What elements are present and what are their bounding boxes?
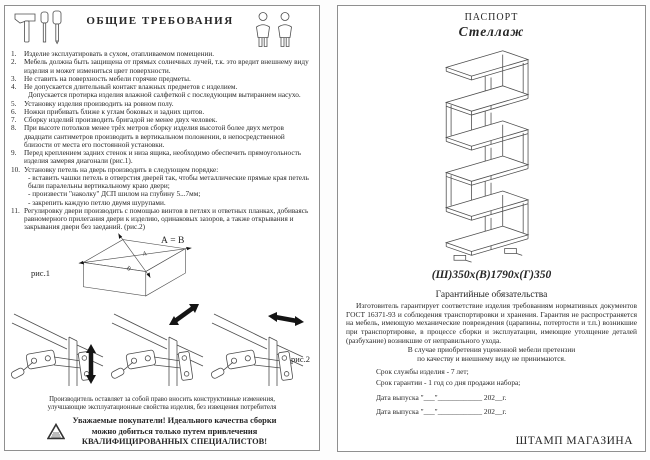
left-page: [4, 5, 320, 451]
list-subitem: - вставить чашки петель в отверстия дверей так, чтобы металлические прямые края петель были паралельны вертикальному краю двери;: [28, 173, 309, 190]
right-page: [337, 5, 646, 452]
diagonal-a-label: А: [142, 250, 148, 258]
list-item: [11, 58, 313, 75]
item-text: Мебель должна быть защищена от прямых солнечных лучей, т.к. это вредит внешнему виду изделия и может измениться цвет поверхности.: [24, 58, 309, 75]
shelf-tower-drawing: [417, 42, 567, 268]
item-number: 6.: [11, 107, 17, 116]
list-item: [11, 116, 313, 124]
list-subitem: - закрепить каждую петлю двумя шурупами.: [28, 198, 166, 207]
list-item: [11, 50, 313, 58]
item-number: 7.: [11, 116, 17, 124]
figure-2-hinge-diagrams: [11, 302, 313, 394]
left-page-header: [11, 9, 313, 48]
warning-triangle-icon: [47, 423, 65, 441]
diagonals-equal-caption: А = В: [161, 235, 185, 246]
assembly-warning: [11, 416, 313, 448]
item-number: 5.: [11, 99, 17, 108]
hammer-screwdrivers-icon: [13, 9, 67, 45]
item-number: 8.: [11, 124, 17, 133]
item-text: Изделие эксплуатировать в сухом, отапливаемом помещении.: [24, 50, 215, 58]
warning-line1: Уважаемые покупатели! Идеального качества сборки: [72, 416, 277, 426]
item-number: 11.: [11, 206, 20, 215]
general-requirements-title: ОБЩИЕ ТРЕБОВАНИЯ: [86, 15, 234, 27]
requirements-list: [11, 50, 313, 232]
item-text: Не допускается длительный контакт влажных предметов с изделием.: [24, 83, 238, 91]
manufacturer-note-line2: улучшающие эксплуатационные свойства изделия, без извещения потребителя: [47, 404, 277, 412]
discount-note: [346, 346, 637, 364]
manufacturer-note-line1: Производитель оставляет за собой право вносить конструктивные изменения,: [49, 395, 275, 403]
shop-stamp-label: ШТАМП МАГАЗИНА: [515, 435, 633, 447]
discount-note-line2: по качеству и внешнему виду не принимаются.: [417, 354, 566, 364]
item-text: Не ставить на поверхность мебели горячие предметы.: [24, 74, 191, 83]
box-diagonals-drawing: [53, 232, 218, 302]
list-item: [11, 75, 313, 83]
list-item: [11, 166, 313, 174]
item-text: Ножки прибивать ближе к углам боковых и задних щитов.: [24, 107, 205, 116]
warning-text: [72, 416, 276, 448]
passport-title: ПАСПОРТ: [464, 12, 519, 23]
list-subitem: Допускается протирка изделия влажной салфеткой с последующим вытиранием насухо.: [28, 91, 301, 100]
discount-note-line1: В случае приобретения уцененной мебели претензии: [407, 345, 576, 355]
warranty-text: Изготовитель гарантирует соответствие изделия требованиям нормативных документов ГОСТ 16371-93 и соблюдения транспортировки и хранения. Гарантия не распространяется на мебель, имеющую механические повреждения (царапины, потертости и т.п.) возникшие при транспортировке, в процессе сборки и эксплуатации, имеющие утолщение деталей (разбухание) возникшие от неправильного ухода.: [346, 301, 637, 345]
shelf-drawing-wrap: [346, 42, 637, 268]
warning-line2: можно добиться только путем привлечения: [91, 426, 258, 436]
item-number: 2.: [11, 58, 17, 67]
service-terms: [376, 366, 637, 388]
figure-1-label: рис.1: [31, 267, 50, 278]
warning-line3: КВАЛИФИЦИРОВАННЫХ СПЕЦИАЛИСТОВ!: [81, 437, 268, 447]
item-text: Установку изделия производить на ровном полу.: [24, 99, 174, 108]
item-text: Перед креплением задних стенок и низа ящика, необходимо обеспечить прямоугольность изделия замеряя диагонали (рис.1).: [24, 149, 302, 166]
list-item: [11, 83, 313, 91]
item-text: Сборку изделий производить бригадой не менее двух человек.: [24, 116, 218, 124]
item-number: 1.: [11, 50, 17, 58]
figure-1-diagonals-diagram: [11, 232, 313, 302]
item-number: 9.: [11, 149, 17, 157]
list-item: [11, 108, 313, 116]
diagonal-b-label: В: [124, 265, 132, 273]
hinge-adjustment-drawing: [11, 302, 311, 392]
list-item: [11, 100, 313, 108]
product-dimensions: (Ш)350х(В)1790х(Г)350: [431, 269, 552, 281]
figure-2-label: рис.2: [291, 353, 310, 364]
list-item: [11, 149, 313, 166]
item-number: 3.: [11, 74, 17, 83]
item-number: 4.: [11, 83, 17, 91]
item-text: При высоте потолков менее трёх метров сборку изделия высотой более двух метров двадцати сантиметров производить в вертикальном положении, в непосредственной близости от места его постоянной установки.: [24, 124, 285, 149]
warranty-title: Гарантийные обязательства: [435, 290, 548, 300]
list-item: [11, 207, 313, 232]
two-persons-icon: [253, 11, 297, 48]
list-item: [11, 124, 313, 149]
issue-date-line: Дата выпуска "___"____________ 202__г.: [376, 407, 507, 417]
list-subitem: - произвести "наколку" ДСП шилом на глубину 5...7мм;: [28, 190, 201, 199]
manufacturer-note: [11, 396, 313, 414]
item-number: 10.: [11, 165, 21, 174]
service-life: Срок службы изделия - 7 лет;: [376, 367, 469, 377]
item-text: Регулировку двери производить с помощью винтов в петлях и ответных планках, добиваясь равномерного прилегания двери к изделию, одинаковых зазоров, а также открывания и закрывания двери без заеданий. (рис.2): [24, 206, 309, 232]
warranty-period: Срок гарантии - 1 год со дня продажи набора;: [376, 378, 521, 388]
item-text: Установку петель на дверь производить в следующем порядке:: [24, 165, 219, 174]
product-name: Стеллаж: [458, 24, 525, 39]
issue-date-line: Дата выпуска "___"____________ 202__г.: [376, 393, 507, 403]
